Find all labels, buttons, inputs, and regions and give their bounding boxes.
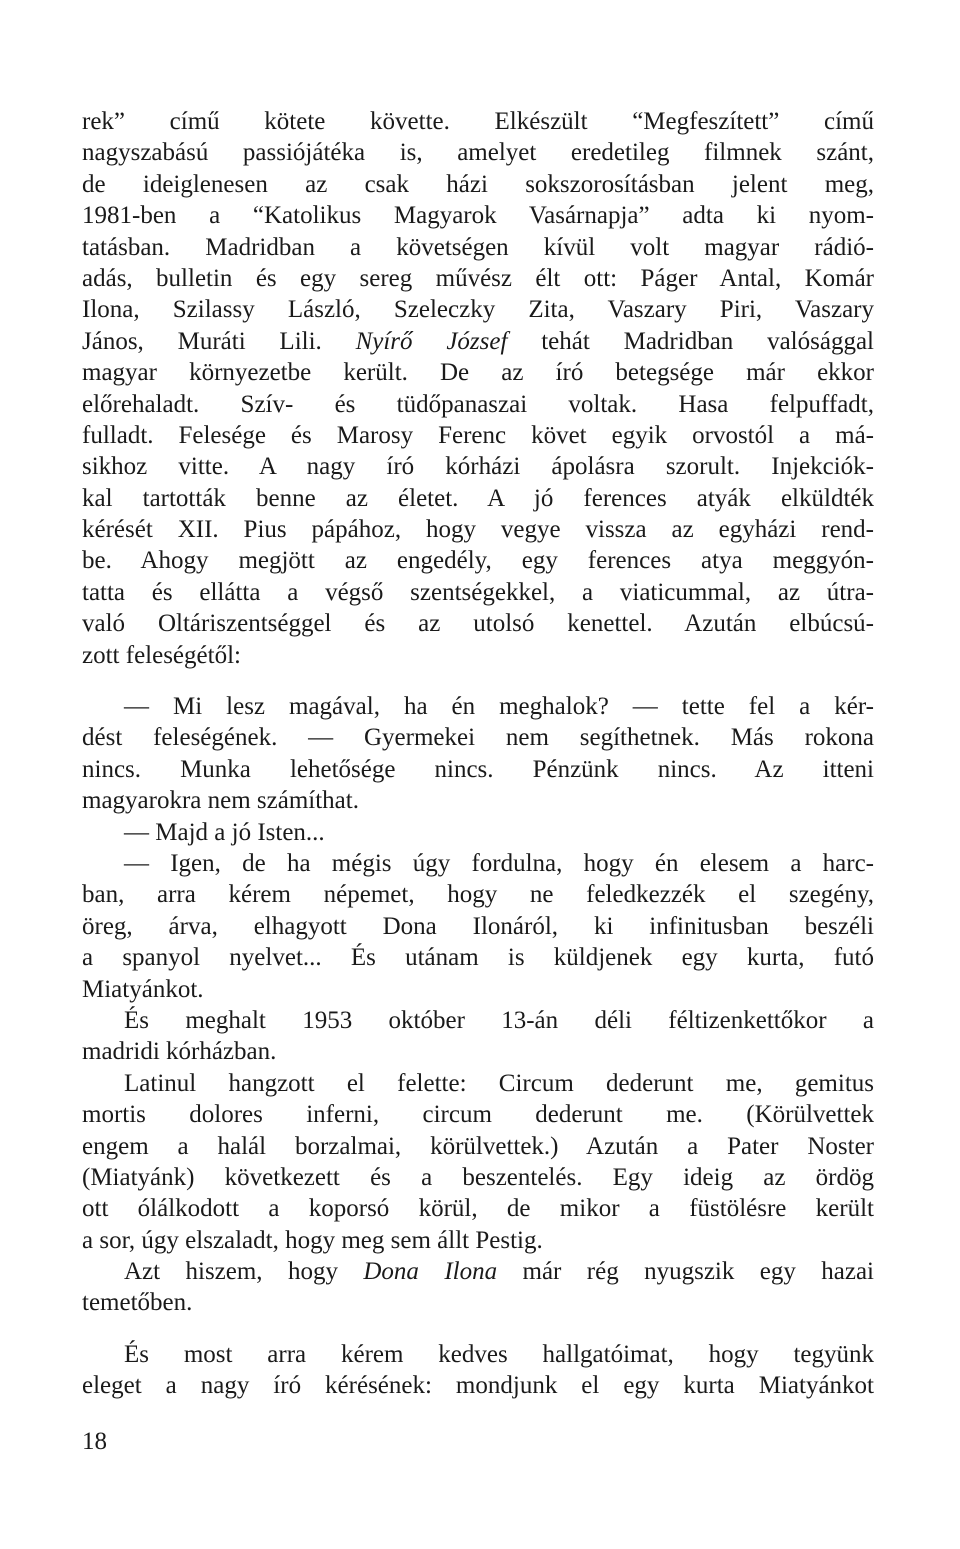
text-line: Ilona, Szilassy László, Szeleczky Zita, Vaszary Piri, Vaszary <box>82 296 874 324</box>
text-line: adás, bulletin és egy sereg művész élt ott: Páger Antal, Komár <box>82 264 874 292</box>
text-line: sikhoz vitte. A nagy író kórházi ápolásra szorult. Injekciók- <box>82 453 874 481</box>
text-line: a spanyol nyelvet... És utánam is küldjenek egy kurta, futó <box>82 944 874 972</box>
text-line: a sor, úgy elszaladt, hogy meg sem állt Pestig. <box>82 1226 543 1254</box>
text-line: nagyszabású passiójátéka is, amelyet eredetileg filmnek szánt, <box>82 139 874 167</box>
text-line: előrehaladt. Szív- és tüdőpanaszai voltak. Hasa felpuffadt, <box>82 390 874 418</box>
italic-name: Dona Ilona <box>363 1258 498 1286</box>
text-line: tatta és ellátta a végső szentségekkel, a viaticummal, az útra- <box>82 578 874 606</box>
text-line: — Igen, de ha mégis úgy fordulna, hogy én elesem a harc- <box>124 849 874 877</box>
text-line: mortis dolores inferni, circum dederunt me. (Körülvettek <box>82 1101 874 1129</box>
text-line: be. Ahogy megjött az engedély, egy ferences atya meggyón- <box>82 547 874 575</box>
text-line: kérését XII. Pius pápához, hogy vegye vissza az egyházi rend- <box>82 516 874 544</box>
text-line: Miatyánkot. <box>82 975 204 1003</box>
text-line: rek” című kötete követte. Elkészült “Megfeszített” című <box>82 108 874 135</box>
text-line: Azt hiszem, hogy Dona Ilona már rég nyugszik egy hazai <box>124 1258 874 1286</box>
text-line: öreg, árva, elhagyott Dona Ilonáról, ki infinitusban beszéli <box>82 912 874 940</box>
text-line: magyar környezetbe került. De az író betegsége már ekkor <box>82 359 874 387</box>
text-line: ban, arra kérem népemet, hogy ne feledkezzék el szegény, <box>82 881 874 909</box>
text-line: temetőben. <box>82 1289 193 1317</box>
text-line: (Miatyánk) következett és a beszentelés. Egy ideig az ördög <box>82 1163 874 1191</box>
page-number: 18 <box>82 1428 107 1455</box>
text-line: fulladt. Felesége és Marosy Ferenc követ egyik orvostól a má- <box>82 421 874 449</box>
text-line: magyarokra nem számíthat. <box>82 787 359 815</box>
paragraph-gap <box>82 671 874 691</box>
text-line: madridi kórházban. <box>82 1038 277 1066</box>
text-line: zott feleségétől: <box>82 641 241 669</box>
text-line: dést feleségének. — Gyermekei nem segíthetnek. Más rokona <box>82 724 874 752</box>
paragraph-block-1 <box>82 106 874 671</box>
text-line: János, Muráti Lili. Nyírő József tehát Madridban valósággal <box>82 327 874 355</box>
text-line: Latinul hangzott el felette: Circum dederunt me, gemitus <box>124 1069 874 1097</box>
page-body <box>82 106 874 1402</box>
text-line: És most arra kérem kedves hallgatóimat, hogy tegyünk <box>124 1340 874 1368</box>
text-line: — Mi lesz magával, ha én meghalok? — tette fel a kér- <box>124 693 874 721</box>
text-line: nincs. Munka lehetősége nincs. Pénzünk nincs. Az itteni <box>82 755 874 783</box>
text-line: tatásban. Madridban a követségen kívül volt magyar rádió- <box>82 233 874 261</box>
italic-name: Nyírő József <box>355 327 508 355</box>
paragraph-gap <box>82 1319 874 1339</box>
text-line: de ideiglenesen az csak házi sokszorosításban jelent meg, <box>82 170 874 198</box>
paragraph-block-3 <box>82 1339 874 1402</box>
text-line: eleget a nagy író kérésének: mondjunk el egy kurta Miatyánkot <box>82 1372 874 1400</box>
text-line: való Oltáriszentséggel és az utolsó kenettel. Azután elbúcsú- <box>82 610 874 638</box>
text-line: kal tartották benne az életet. A jó ferences atyák elküldték <box>82 484 874 512</box>
text-line: 1981-ben a “Katolikus Magyarok Vasárnapja” adta ki nyom- <box>82 202 874 230</box>
text-line: ott ólálkodott a koporsó körül, de mikor a füstölésre került <box>82 1195 874 1223</box>
text-line: — Majd a jó Isten... <box>124 818 325 846</box>
text-line: engem a halál borzalmai, körülvettek.) Azután a Pater Noster <box>82 1132 874 1160</box>
paragraph-block-2 <box>82 691 874 1319</box>
text-line: És meghalt 1953 október 13-án déli féltizenkettőkor a <box>124 1006 874 1034</box>
